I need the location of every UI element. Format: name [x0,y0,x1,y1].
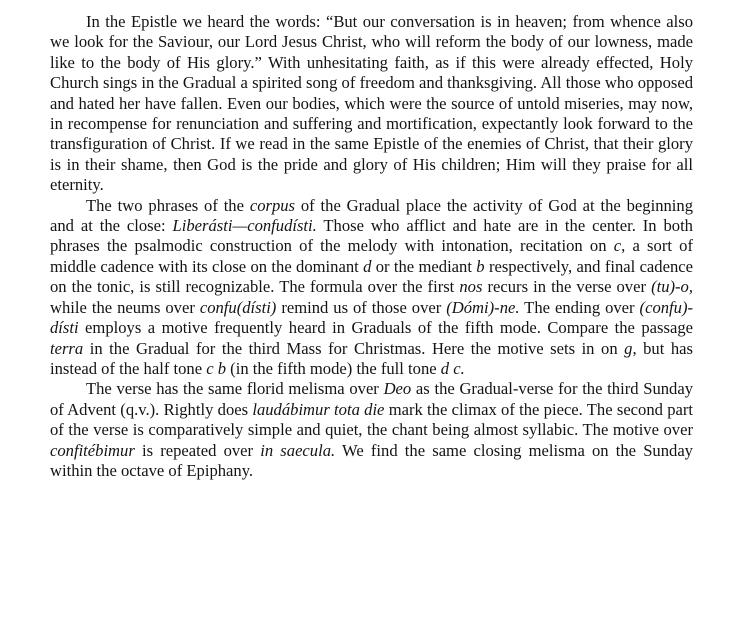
italic-term: g [624,338,633,358]
paragraph-verse [50,379,693,481]
italic-term: (confu)-dísti [50,297,693,338]
text-run: Those who afflict and hate are in the center. In both phrases the psalmodic construction of the melody with intonation, recitation on [50,216,693,256]
italic-term: terra [50,338,84,358]
text-run: We find the same closing melisma on the Sunday within the octave of Epiphany. [50,440,693,480]
italic-term: in saecula. [260,440,336,460]
italic-term: Deo [383,379,412,399]
text-run: , a sort of middle cadence with its close on the dominant [50,236,693,276]
text-run: remind us of those over [276,297,447,317]
italic-term: c b [206,358,227,378]
text-run: The two phrases of the [86,195,250,215]
italic-term: confitébimur [50,440,135,460]
italic-term: d [363,256,372,276]
text-run: is repeated over [134,440,261,460]
text-run: The verse has the same florid melisma over [86,379,384,399]
text-run: (in the fifth mode) the full tone [226,358,441,378]
italic-term: nos [459,277,483,297]
text-run: in the Gradual for the third Mass for Christmas. Here the motive sets in on [83,338,625,358]
italic-term: d c. [440,358,465,378]
text-run: respectively, and final cadence on the tonic, is still recognizable. The formula over the first [50,256,693,297]
text-run: recurs in the verse over [482,277,652,297]
italic-term: b [476,256,485,276]
paragraph-corpus [50,196,693,380]
italic-term: confu(dísti) [199,297,277,317]
italic-term: (tu)-o, [651,277,693,297]
italic-term: c [613,236,622,256]
text-run: while the neums over [50,297,200,317]
text-run: , but has instead of the half tone [50,338,693,378]
italic-term: Liberásti—confudísti. [172,216,317,236]
document-page [50,12,693,481]
italic-term: laudábimur tota die [252,399,385,419]
text-run: The ending over [519,297,640,317]
paragraph-epistle [50,12,693,196]
text-run: In the Epistle we heard the words: “But our conversation is in heaven; from whence also we look for the Saviour, our Lord Jesus Christ, who will reform the body of our lowness, made like to the body of His glory.” With unhesitating faith, as if this were already effected, Holy Church sings in the Gradual a spirited song of freedom and thanksgiving. All those who opposed and hated her have fallen. Even our bodies, which were the source of untold miseries, may now, in recompense for renunciation and suffering and mortification, expectantly look forward to the transfiguration of Christ. If we read in the same Epistle of the enemies of Christ, that their glory is in their shame, then God is the pride and glory of His children; Him will they praise for all eternity. [50,12,693,195]
text-run: or the mediant [371,256,477,276]
text-run: employs a motive frequently heard in Graduals of the fifth mode. Compare the passage [78,318,693,338]
italic-term: (Dómi)-ne. [446,297,520,317]
text-run: as the Gradual-verse for the third Sunday of Advent (q.v.). Rightly does [50,379,694,419]
text-run: of the Gradual place the activity of God at the beginning and at the close: [50,195,693,236]
italic-term: corpus [249,195,295,215]
text-run: mark the climax of the piece. The second part of the verse is comparatively simple and quiet, the chant being almost syllabic. The motive over [50,399,694,440]
